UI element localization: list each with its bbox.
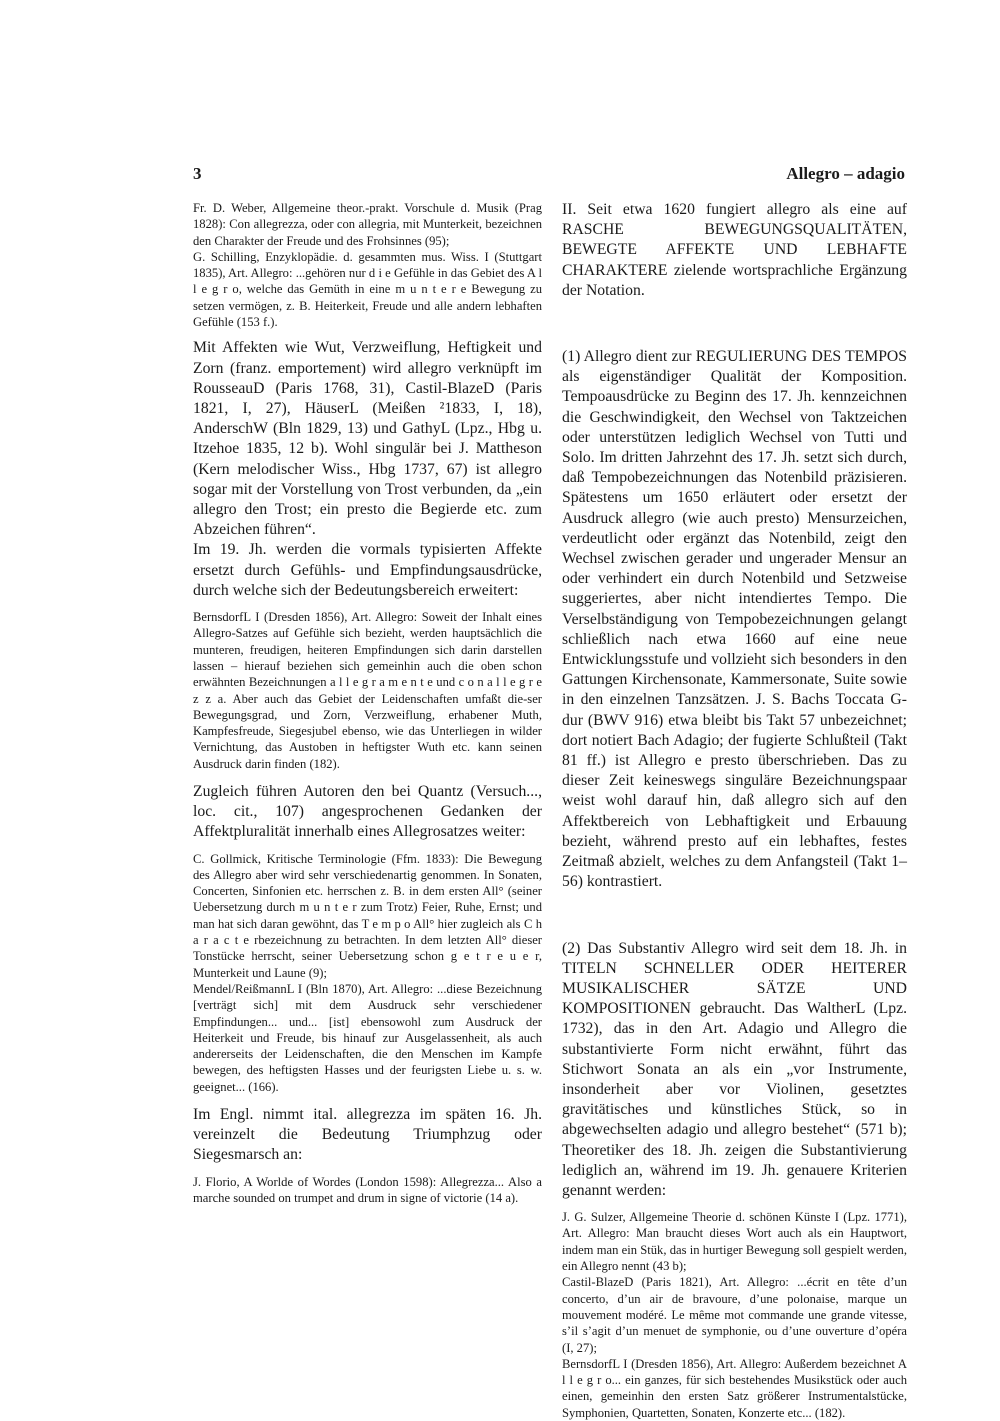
page-number: 3 <box>193 164 202 183</box>
section-ii-1-tempo: (1) Allegro dient zur REGULIERUNG DES TEMPOS als eigenständiger Qualität der Komposition. Tempoausdrücke zu Beginn des 17. Jh. kennzeichnen die Geschwindigkeit, den Wechsel von Taktzeichen oder unterstützen lediglich Wechsel von Tutti und Solo. Im dritten Jahrzehnt des 17. Jh. setzt sich durch, daß Tempobezeichnungen das Notenbild präzisieren. Spätestens um 1650 erläutert oder ersetzt der Ausdruck allegro (wie auch presto) Mensurzeichen, verdeutlicht oder ergänzt das Notenbild, zeigt den Wechsel zwischen gerader und ungerader Mensur an oder verhindert ein durch Notenbild und Setzweise suggeriertes, aber nicht intendiertes Tempo. Die Verselbständigung von Tempobezeichnungen gelangt schließlich nach etwa 1660 auf eine neue Entwicklungsstufe und vollzieht sich besonders in den Gattungen Kirchensonate, Kammersonate, Suite sowie in den einzelnen Tanzsätzen. J. S. Bachs Toccata G-dur (BWV 916) etwa bleibt bis Takt 57 unbezeichnet; dort notiert Bach Adagio; der fugierte Schlußteil (Takt 81 ff.) ist Allegro e presto überschrieben. Das zu dieser Zeit keineswegs singuläre Bezeichnungspaar weist wohl darauf hin, daß allegro sich auf den Affektbereich von Lebhaftigkeit und Erbauung bezieht, während presto auf ein lebhaftes, festes Zeitmaß abzielt, welches zu dem Anfangsteil (Takt 1–56) kontrastiert. <box>562 348 907 891</box>
paragraph-affekte: Mit Affekten wie Wut, Verzweiflung, Heftigkeit und Zorn (franz. emportement) wird allegro verknüpft im RousseauD (Paris 1768, 31), Castil-BlazeD (Paris 1821, I, 27), HäuserL (Meißen ²1833, I, 18), AnderschW (Bln 1829, 13) und GathyL (Lpz., Hbg u. Itzehoe 1835, 12 b). Wohl singulär bei J. Mattheson (Kern melodischer Wiss., Hbg 1737, 67) ist allegro sogar mit der Vorstellung von Trost verbunden, da „ein allegro den Trost; ein presto die Begierde etc. zum Abzeichen führen“. <box>193 339 542 539</box>
paragraph-quantz: Zugleich führen Autoren den bei Quantz (Versuch..., loc. cit., 107) angesprochenen Gedanken der Affektpluralität innerhalb eines Allegrosatzes weiter: <box>193 782 542 841</box>
citation-castil-blaze: Castil-BlazeD (Paris 1821), Art. Allegro: ...écrit en tête d’un concerto, d’un air de bravoure, d’une polonaise, marque un mouvement modéré. Le même mot commande une grande vitesse, s’il s’agit d’un menuet de symphonie, ou d’une ouverture d’opéra (I, 27); <box>562 1275 907 1355</box>
citation-weber: Fr. D. Weber, Allgemeine theor.-prakt. Vorschule d. Musik (Prag 1828): Con allegrezza, oder con allegria, mit Munterkeit, bezeichnen den Charakter der Freude und des Frohsinnes (95); <box>193 201 542 248</box>
paragraph-19-jh: Im 19. Jh. werden die vormals typisierten Affekte ersetzt durch Gefühls- und Empfindungsausdrücke, durch welche sich der Bedeutungsbereich erweitert: <box>193 541 542 599</box>
citation-mendel: Mendel/ReißmannL I (Bln 1870), Art. Allegro: ...diese Bezeichnung [verträgt sich] mit dem Ausdruck sehr verschiedener Empfindungen... und... [ist] ebensowohl zum Ausdruck der Heiterkeit und Freude, bis hinauf zur Ausgelassenheit, als auch andererseits der Leidenschaften, die den Menschen im Kampfe bewegen, des heftigsten Hasses und der feurigsten Liebe u. s. w. geeignet... (166). <box>193 981 542 1094</box>
right-column <box>562 200 907 1421</box>
citation-sulzer: J. G. Sulzer, Allgemeine Theorie d. schönen Künste I (Lpz. 1771), Art. Allegro: Man braucht dieses Wort auch als ein Hauptwort, indem man ein Stük, das in hurtiger Bewegung soll gespielt werden, ein Allegro nennt (43 b); <box>562 1210 907 1274</box>
citation-bernsdorf-2: BernsdorfL I (Dresden 1856), Art. Allegro: Außerdem bezeichnet A l l e g r o... ein ganzes, für sich bestehendes Musikstück oder auch einen, gemeinhin den ersten Satz größerer Instrumentalstücke, Symphonien, Quartetten, Sonaten, Konzerte etc... (182). <box>562 1356 907 1420</box>
paragraph-engl: Im Engl. nimmt ital. allegrezza im späten 16. Jh. vereinzelt die Bedeutung Triumphzug oder Siegesmarsch an: <box>193 1106 542 1164</box>
left-column <box>193 200 542 1206</box>
citation-gollmick: C. Gollmick, Kritische Terminologie (Ffm. 1833): Die Bewegung des Allegro aber wird sehr verschiedenartig genommen. In Sonaten, Concerten, Sinfonien etc. herrschen z. B. in dem ersten All° (seiner Uebersetzung durch m u n t e r zum Trotz) Feier, Ruhe, Ernst; und man hat sich daran gewöhnt, das T e m p o All° hier zugleich als C h a r a c t e rbezeichnung zu betrachten. In dem letzten All° dieser Tonstücke herrscht, seiner Uebersetzung schon g e t r e u e r, Munterkeit und Laune (9); <box>193 851 542 980</box>
citation-schilling: G. Schilling, Enzyklopädie. d. gesammten mus. Wiss. I (Stuttgart 1835), Art. Allegro: ...gehören nur d i e Gefühle in das Gebiet des A l l e g r o, welche das Gemüth in eine m u n t e r e Bewegung zu setzen vermögen, z. B. Heiterkeit, Freude und alle andern lebhaften Gefühle (153 f.). <box>193 249 542 330</box>
citation-bernsdorf: BernsdorfL I (Dresden 1856), Art. Allegro: Soweit der Inhalt eines Allegro-Satzes auf Gefühle sich bezieht, werden hauptsächlich die munteren, freudigen, heiteren Empfindungen sich darin darstellen lassen – hierauf beziehen sich gemeinhin auch die oben schon erwähnten Bezeichnungen a l l e g r a m e n t e und c o n a l l e g r e z z a. Aber auch das Gebiet der Leidenschaften umfaßt die-ser Bewegungsgrad, und Zorn, Verzweiflung, erhabener Muth, Kampfesfreude, Siegesjubel ebenso, wie das Unterliegen in wilder Vernichtung, das Austoben in heftigster Wuth etc. kann seinen Ausdruck darin finden (182). <box>193 610 542 771</box>
citation-florio: J. Florio, A Worlde of Wordes (London 1598): Allegrezza... Also a marche sounded on trumpet and drum in signe of victorie (14 a). <box>193 1174 542 1205</box>
running-head: Allegro – adagio <box>786 164 905 183</box>
section-ii-intro: II. Seit etwa 1620 fungiert allegro als eine auf RASCHE BEWEGUNGSQUALITÄTEN, BEWEGTE AFFEKTE UND LEBHAFTE CHARAKTERE zielende wortsprachliche Ergänzung der Notation. <box>562 201 907 299</box>
section-ii-2-substantiv: (2) Das Substantiv Allegro wird seit dem 18. Jh. in TITELN SCHNELLER ODER HEITERER MUSIKALISCHER SÄTZE UND KOMPOSITIONEN gebraucht. Das WaltherL (Lpz. 1732), das in den Art. Adagio und Allegro die substantivierte Form nicht erwähnt, führt das Stichwort Sonata an als ein „vor Instrumente, insonderheit aber vor Violinen, gesetztes gravitätisches und künstliches Stück, so in abgewechselten adagio und allegro bestehet“ (571 b); Theoretiker des 18. Jh. zeigen die Substantivierung lediglich an, während im 19. Jh. genauere Kriterien genannt werden: <box>562 939 907 1199</box>
